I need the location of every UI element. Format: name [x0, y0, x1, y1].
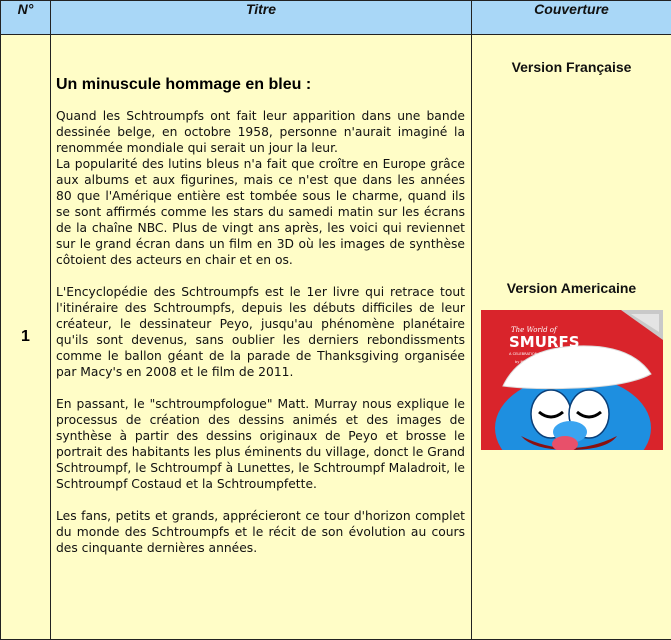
header-title: Titre — [51, 1, 472, 35]
paragraph-1: Quand les Schtroumpfs ont fait leur apparition dans une bande dessinée belge, en octobre 1958, personne n'aurait imaginé la renommée mondiale qui serait un jour la leur. La popularité des lutins bleus n'a fait que croître en Europe grâce aux albums et aux figurines, mais ce n'est que dans les années 80 que l'Amérique entière est tombée sous le charme, quand ils se sont affirmés comme les stars du samedi matin sur les écrans de la chaîne NBC. Plus de vingt ans après, les voici qui reviennet sur le grand écran dans un film en 3D où les images de synthèse côtoient des acteurs en chair et en os. — [56, 109, 465, 267]
book-line1: The World of — [510, 326, 557, 334]
header-num: N° — [1, 1, 51, 35]
row-number: 1 — [1, 35, 51, 640]
section-heading: Un minuscule hommage en bleu : — [56, 76, 312, 93]
cover-american-label: Version Americaine — [506, 280, 637, 296]
title-cell — [51, 35, 472, 640]
book-line3: A CELEBRATION OF TINY BLUE PROPORTIONS — [508, 352, 590, 356]
book-cover-image — [481, 310, 663, 450]
book-author: by Matt Murray — [514, 360, 542, 364]
cover-french-label: Version Française — [511, 59, 632, 75]
paragraph-2: L'Encyclopédie des Schtroumpfs est le 1er livre qui retrace tout l'itinéraire des Schtroumpfs, depuis les débuts difficiles de leur créateur, le dessinateur Peyo, jusqu'au phénomène planétaire qu'ils sont devenus, sans oublier les derniers rebondissments comme le ballon géant de la parade de Thanksgiving organisée par Macy's en 2008 et le film de 2011. — [56, 285, 465, 379]
cover-cell — [472, 35, 671, 640]
book-brand: SMURFS — [508, 333, 580, 351]
paragraph-4: Les fans, petits et grands, apprécieront ce tour d'horizon complet du monde des Schtroumpfs et le récit de son évolution au cours des cinquante dernières années. — [56, 509, 465, 555]
header-cover: Couverture — [472, 1, 671, 35]
table-header-row — [1, 1, 671, 35]
paragraph-3: En passant, le "schtroumpfologue" Matt. Murray nous explique le processus de création des dessins animés et des images de synthèse à partir des dessins originaux de Peyo et brosse le portrait des habitants les plus éminents du village, donct le Grand Schtroumpf, le Schtroumpf à Lunettes, le Schtroumpf Maladroit, le Schtroumpf Costaud et la Schtroumpfette. — [56, 397, 465, 491]
table-row — [1, 35, 671, 640]
